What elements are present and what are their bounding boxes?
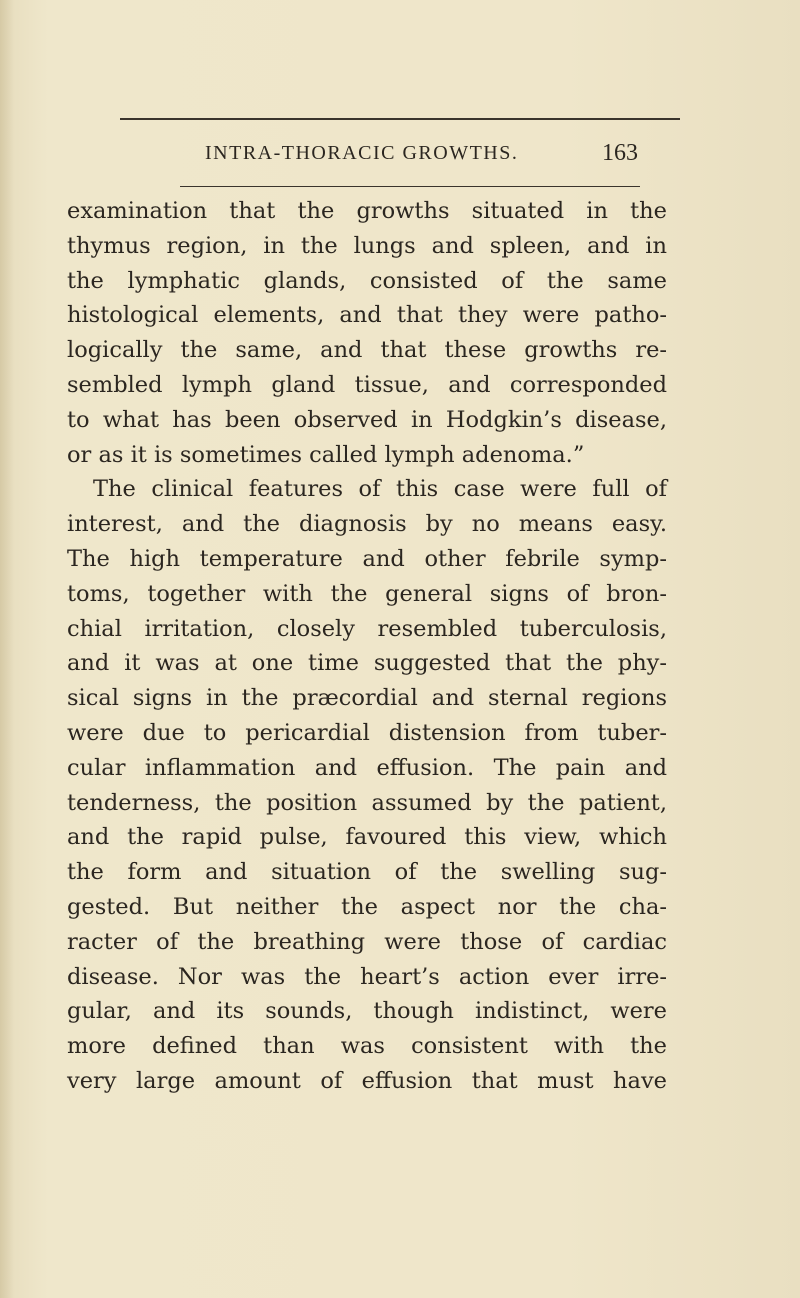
text-line: gular, and its sounds, though indistinct, were — [67, 998, 667, 1025]
header-rule — [180, 186, 640, 187]
body-text — [67, 194, 667, 1099]
text-line: and the rapid pulse, favoured this view, which — [67, 824, 667, 851]
text-line: cular inflammation and effusion. The pain and — [67, 754, 667, 781]
text-line: The clinical features of this case were full of — [93, 476, 667, 503]
text-line: examination that the growths situated in the — [67, 198, 667, 224]
text-line: The high temperature and other febrile symp- — [67, 545, 667, 572]
page-number: 163 — [602, 140, 638, 166]
text-line: to what has been observed in Hodgkin’s disease, — [67, 406, 667, 433]
text-line: tenderness, the position assumed by the patient, — [67, 789, 667, 816]
text-line: were due to pericardial distension from tuber- — [67, 719, 667, 746]
text-line: more defined than was consistent with the — [67, 1033, 667, 1060]
text-line: very large amount of effusion that must have — [67, 1067, 667, 1094]
running-title: INTRA-THORACIC GROWTHS. — [205, 142, 519, 164]
text-line: chial irritation, closely resembled tuberculosis, — [67, 615, 667, 642]
text-line: sical signs in the præcordial and sternal regions — [67, 685, 667, 712]
text-line: sembled lymph gland tissue, and corresponded — [67, 371, 667, 398]
text-line: gested. But neither the aspect nor the cha- — [67, 893, 667, 920]
text-line: racter of the breathing were those of cardiac — [67, 928, 667, 955]
text-line: the lymphatic glands, consisted of the same — [67, 267, 667, 294]
text-line: thymus region, in the lungs and spleen, and in — [67, 232, 667, 259]
text-line: the form and situation of the swelling sug- — [67, 859, 667, 886]
text-line: toms, together with the general signs of bron- — [67, 580, 667, 607]
text-line: histological elements, and that they were patho- — [67, 302, 667, 329]
running-head — [0, 140, 800, 174]
text-line: and it was at one time suggested that the phy- — [67, 650, 667, 677]
text-line: or as it is sometimes called lymph adenoma.” — [67, 441, 585, 468]
page-gutter-shadow — [0, 0, 14, 1298]
text-line: logically the same, and that these growths re- — [67, 337, 667, 364]
text-line: disease. Nor was the heart’s action ever irre- — [67, 963, 667, 990]
text-line: interest, and the diagnosis by no means easy. — [67, 511, 667, 538]
top-rule — [120, 118, 680, 120]
